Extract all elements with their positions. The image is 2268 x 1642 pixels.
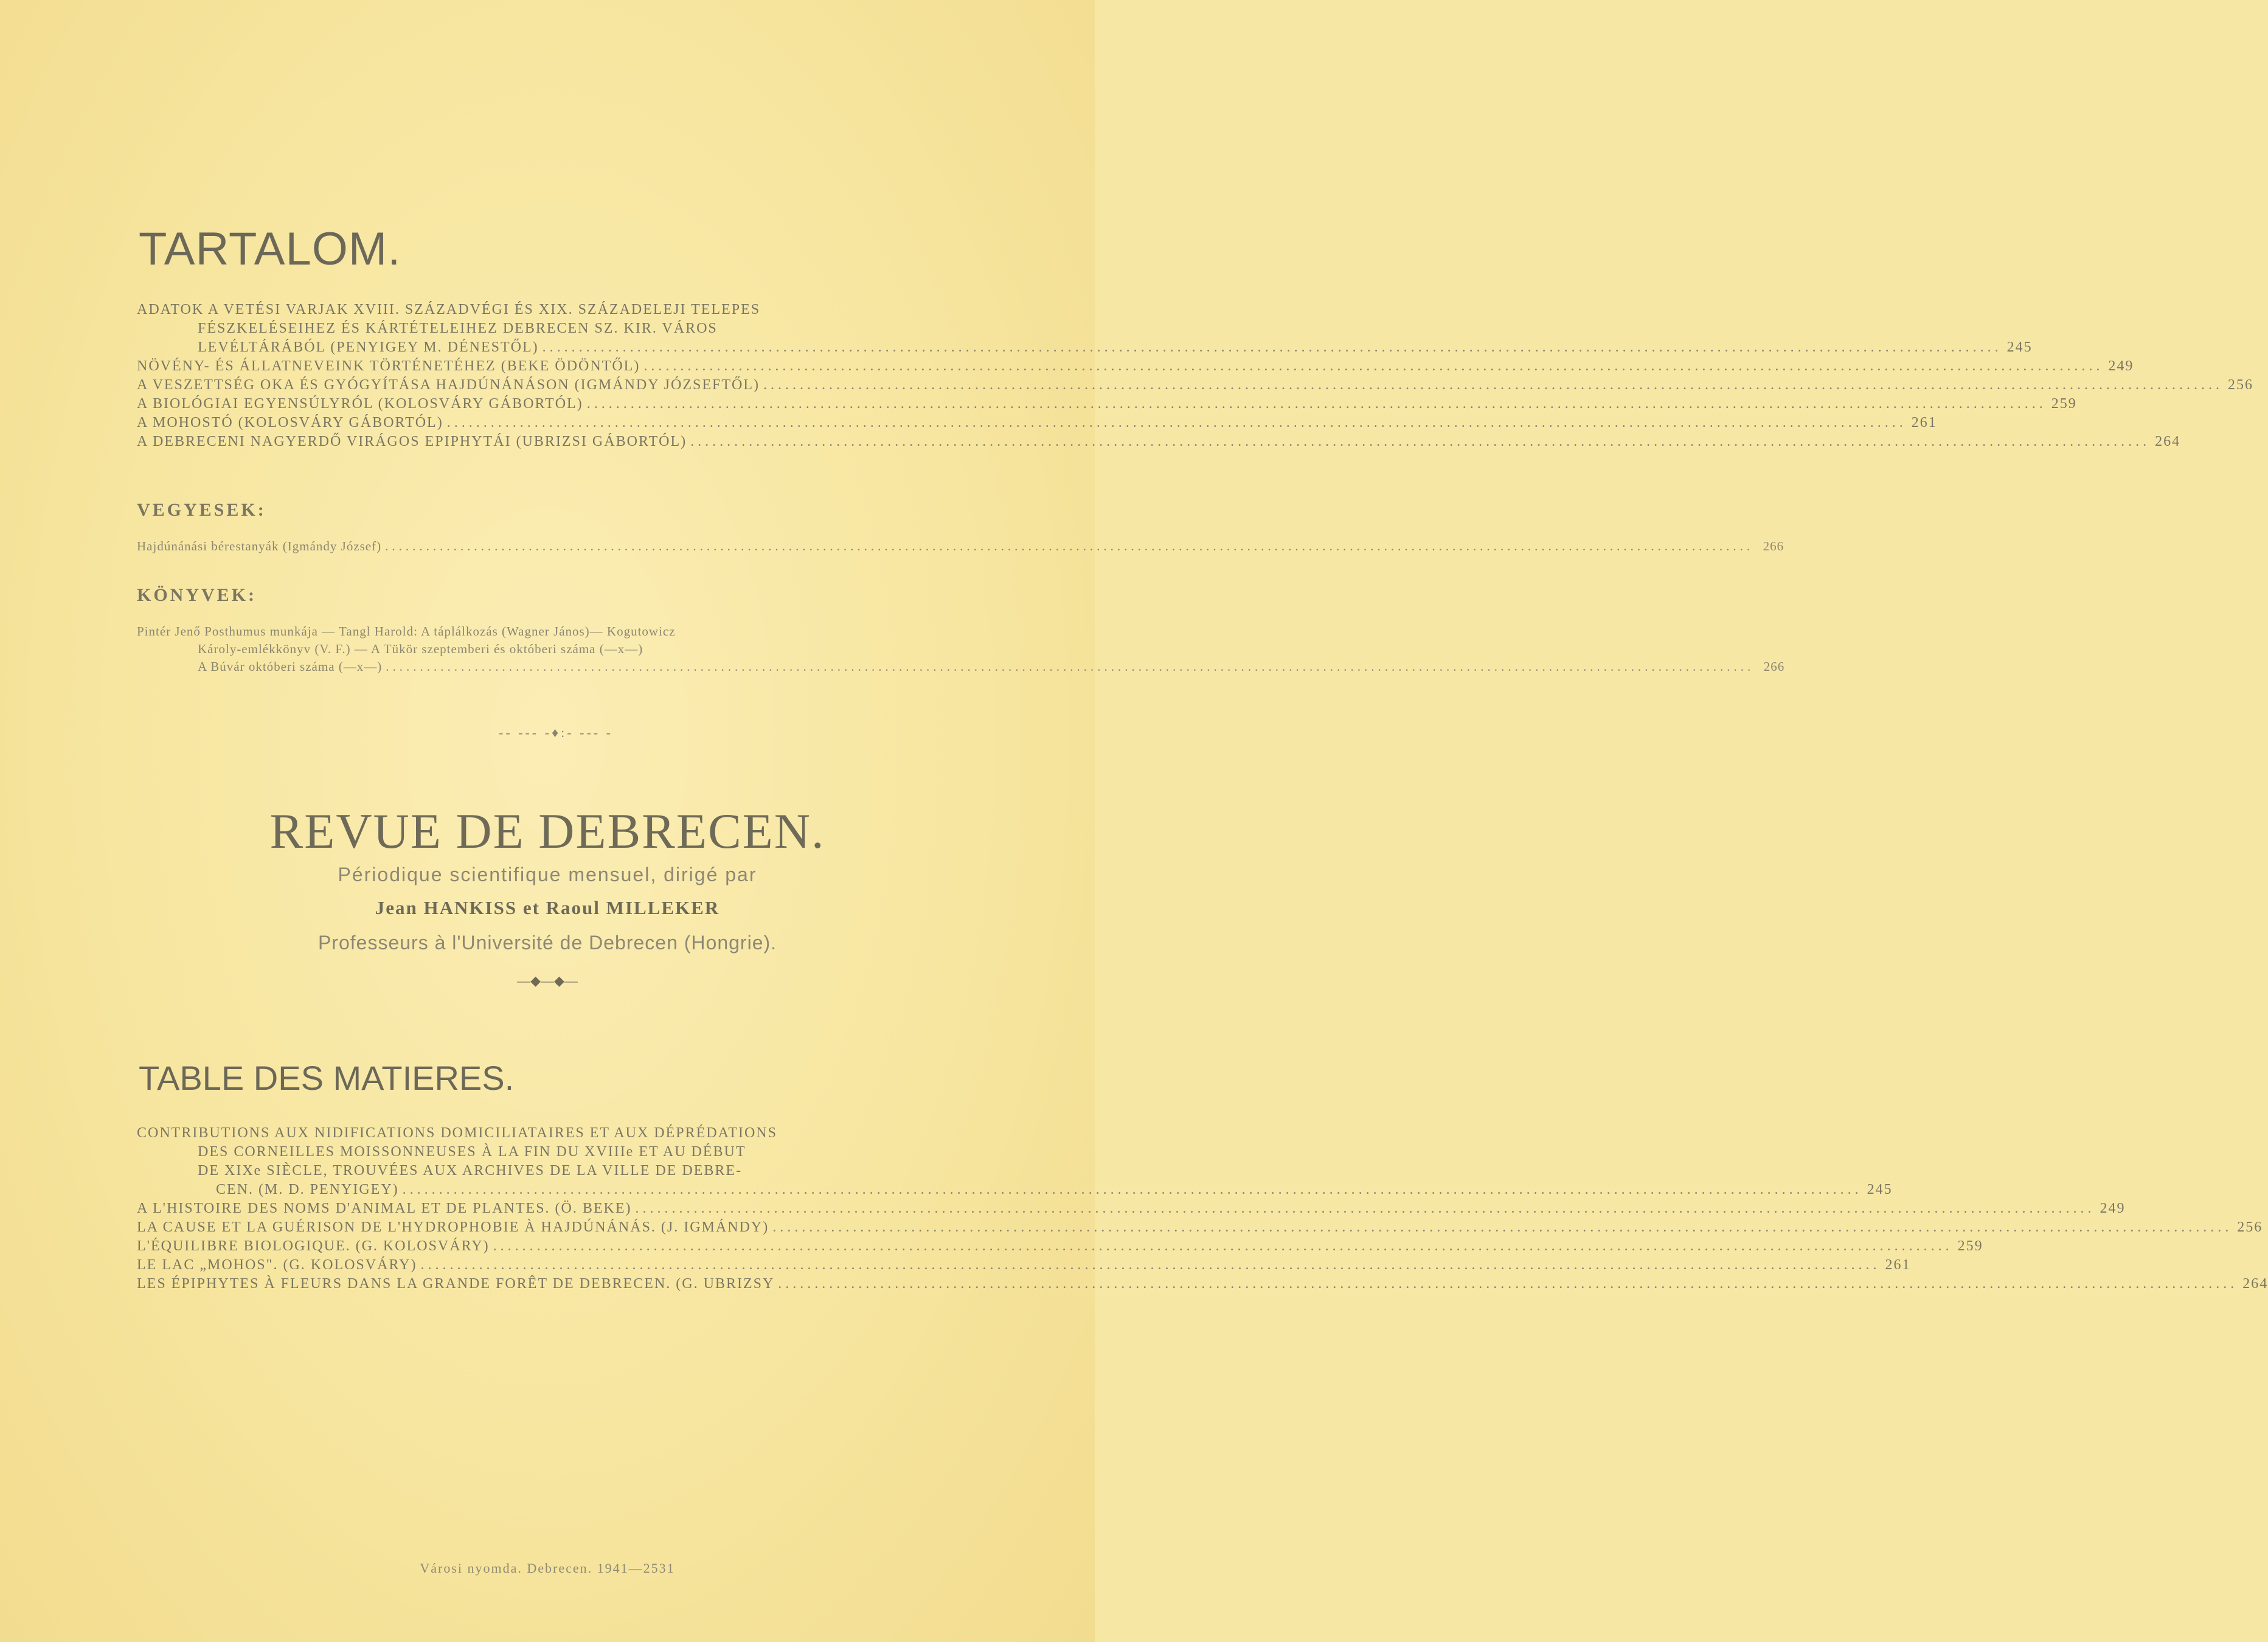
page-number: 264 xyxy=(2155,434,2181,449)
page-number: 256 xyxy=(2237,1219,2263,1235)
revue-professors: Professeurs à l'Université de Debrecen (Hongrie). xyxy=(317,932,777,954)
hungarian-toc xyxy=(137,300,2254,451)
toc-entry-row xyxy=(137,1180,1893,1199)
toc-entry xyxy=(137,432,2181,451)
dot-leader xyxy=(778,1275,2238,1294)
vegyesek-heading: VEGYESEK: xyxy=(137,500,266,520)
toc-entry-line: L'ÉQUILIBRE BIOLOGIQUE. (G. KOLOSVÁRY) xyxy=(137,1238,490,1254)
toc-entry xyxy=(137,357,2134,376)
toc-entry-line: A Búvár októberi száma (—x—) xyxy=(198,659,383,674)
toc-entry-line: DE XIXe SIÈCLE, TROUVÉES AUX ARCHIVES DE LA VILLE DE DEBRE- xyxy=(198,1163,743,1179)
toc-entry xyxy=(137,1218,2263,1237)
page-number: 261 xyxy=(1911,415,1937,431)
dot-leader xyxy=(386,658,1754,676)
toc-entry xyxy=(137,538,1784,555)
toc-entry-line: LA CAUSE ET LA GUÉRISON DE L'HYDROPHOBIE À HAJDÚNÁNÁS. (J. IGMÁNDY) xyxy=(137,1219,769,1235)
toc-entry-line: A DEBRECENI NAGYERDŐ VIRÁGOS EPIPHYTÁI (UBRIZSI GÁBORTÓL) xyxy=(137,434,687,449)
dot-leader xyxy=(643,357,2103,376)
hungarian-contents-title: TARTALOM. xyxy=(139,223,401,275)
toc-entry-row xyxy=(137,658,1785,676)
toc-entry xyxy=(137,395,2077,414)
dot-leader xyxy=(543,338,2002,357)
dot-leader xyxy=(447,414,1907,432)
page-number: 249 xyxy=(2108,358,2134,374)
french-contents-title: TABLE DES MATIERES. xyxy=(139,1059,515,1097)
toc-entry-line: A BIOLÓGIAI EGYENSÚLYRÓL (KOLOSVÁRY GÁBORTÓL) xyxy=(137,396,583,412)
toc-entry-line: Károly-emlékkönyv (V. F.) — A Tükör szeptemberi és októberi száma (—x—) xyxy=(198,642,643,656)
revue-editors: Jean HANKISS et Raoul MILLEKER xyxy=(375,897,720,918)
dot-leader xyxy=(385,538,1753,555)
dot-leader xyxy=(636,1199,2095,1218)
dot-leader xyxy=(587,395,2047,414)
toc-entry-line: A VESZETTSÉG OKA ÉS GYÓGYÍTÁSA HAJDÚNÁNÁSON (IGMÁNDY JÓZSEFTŐL) xyxy=(137,377,760,393)
page-number: 261 xyxy=(1885,1257,1911,1273)
page-number: 264 xyxy=(2242,1276,2268,1292)
page-number: 245 xyxy=(1867,1182,1893,1197)
toc-entry-line: CEN. (M. D. PENYIGEY) xyxy=(216,1182,399,1197)
toc-entry-line: NÖVÉNY- ÉS ÁLLATNEVEINK TÖRTÉNETÉHEZ (BEKE ÖDÖNTŐL) xyxy=(137,358,640,374)
toc-entry-line: LEVÉLTÁRÁBÓL (PENYIGEY M. DÉNESTŐL) xyxy=(198,339,539,355)
toc-entry-line: ADATOK A VETÉSI VARJAK XVIII. SZÁZADVÉGI ÉS XIX. SZÁZADELEJI TELEPES xyxy=(137,302,761,317)
toc-entry-line: DES CORNEILLES MOISSONNEUSES À LA FIN DU XVIIIe ET AU DÉBUT xyxy=(198,1144,746,1160)
dot-leader xyxy=(690,432,2150,451)
toc-entry xyxy=(137,1256,1911,1275)
page-number: 259 xyxy=(1957,1238,1983,1254)
ornament-divider: -- --- -♦:- --- - xyxy=(499,725,613,740)
page-number: 245 xyxy=(2006,339,2033,355)
ornament-divider: —◆—◆— xyxy=(517,973,578,988)
toc-entry-line: LES ÉPIPHYTES À FLEURS DANS LA GRANDE FORÊT DE DEBRECEN. (G. UBRIZSY xyxy=(137,1276,775,1292)
dot-leader xyxy=(403,1180,1862,1199)
revue-title: REVUE DE DEBRECEN. xyxy=(269,803,825,859)
toc-entry xyxy=(137,300,2033,357)
toc-entry-line: Hajdúnánási bérestanyák (Igmándy József) xyxy=(137,539,382,553)
toc-entry-line: Pintér Jenő Posthumus munkája — Tangl Harold: A táplálkozás (Wagner János)— Kogutowicz xyxy=(137,624,676,639)
toc-entry-line: LE LAC „MOHOS". (G. KOLOSVÁRY) xyxy=(137,1257,417,1273)
toc-entry xyxy=(137,414,1937,432)
page-number: 249 xyxy=(2100,1200,2126,1216)
printer-footer: Városi nyomda. Debrecen. 1941—2531 xyxy=(420,1561,675,1576)
toc-entry xyxy=(137,1275,2268,1294)
toc-entry xyxy=(137,1124,1893,1199)
toc-entry xyxy=(137,1199,2126,1218)
toc-entry xyxy=(137,1237,1983,1256)
vegyesek-list xyxy=(137,538,1784,555)
dot-leader xyxy=(420,1256,1880,1275)
toc-entry-row xyxy=(137,338,2033,357)
page-number: 259 xyxy=(2051,396,2077,412)
toc-entry xyxy=(137,376,2254,395)
toc-entry-line: CONTRIBUTIONS AUX NIDIFICATIONS DOMICILIATAIRES ET AUX DÉPRÉDATIONS xyxy=(137,1125,777,1141)
toc-entry-line: A L'HISTOIRE DES NOMS D'ANIMAL ET DE PLANTES. (Ö. BEKE) xyxy=(137,1200,632,1216)
konyvek-list xyxy=(137,623,1785,676)
revue-subtitle: Périodique scientifique mensuel, dirigé par xyxy=(338,864,757,885)
page-number: 266 xyxy=(1763,539,1784,553)
dot-leader xyxy=(772,1218,2232,1237)
page-number: 256 xyxy=(2228,377,2254,393)
french-toc xyxy=(137,1124,2268,1294)
toc-entry-line: A MOHOSTÓ (KOLOSVÁRY GÁBORTÓL) xyxy=(137,415,443,431)
page-number: 266 xyxy=(1763,659,1785,674)
toc-entry-line: FÉSZKELÉSEIHEZ ÉS KÁRTÉTELEIHEZ DEBRECEN SZ. KIR. VÁROS xyxy=(198,320,718,336)
konyvek-heading: KÖNYVEK: xyxy=(137,585,257,605)
dot-leader xyxy=(763,376,2223,395)
dot-leader xyxy=(493,1237,1953,1256)
